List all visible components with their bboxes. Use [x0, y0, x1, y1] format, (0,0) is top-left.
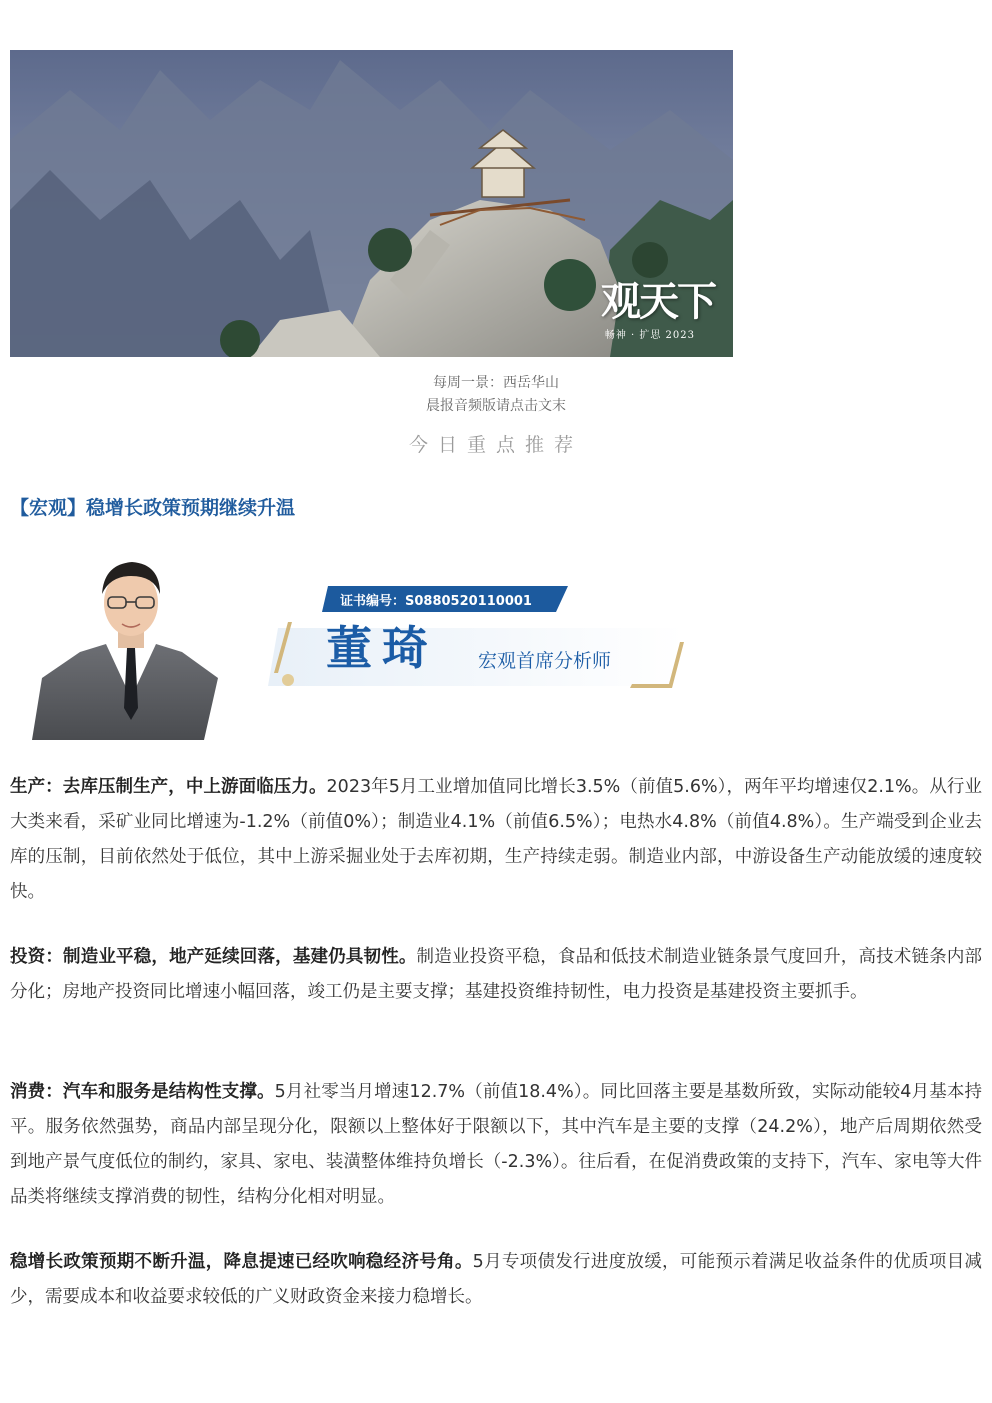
paragraph-policy: [10, 1245, 982, 1315]
paragraph-body: 5月专项债发行进度放缓，可能预示着满足收益条件的优质项目减少，需要成本和收益要求较低的广义财政资金来接力稳增长。: [10, 1252, 982, 1307]
paragraph-lead: 稳增长政策预期不断升温，降息提速已经吹响稳经济号角。: [10, 1252, 473, 1272]
analyst-name: 董琦: [326, 621, 438, 675]
certificate-number: 证书编号：S0880520110001: [340, 594, 532, 609]
image-caption: 每周一景：西岳华山: [433, 375, 559, 391]
paragraph-body: 制造业投资平稳，食品和低技术制造业链条景气度回升，高技术链条内部分化；房地产投资同比增速小幅回落，竣工仍是主要支撑；基建投资维持韧性，电力投资是基建投资主要抓手。: [10, 947, 982, 1002]
brand-logo-text: 观天下: [601, 278, 715, 325]
paragraph-production: [10, 770, 982, 910]
paragraph-lead: 生产：去库压制生产，中上游面临压力。: [10, 777, 327, 797]
hero-image: [10, 50, 733, 357]
paragraph-lead: 投资：制造业平稳，地产延续回落，基建仍具韧性。: [10, 947, 417, 967]
audio-hint: 晨报音频版请点击文末: [426, 398, 566, 414]
paragraph-body: 5月社零当月增速12.7%（前值18.4%）。同比回落主要是基数所致，实际动能较4月基本持平。服务依然强势，商品内部呈现分化，限额以上整体好于限额以下，其中汽车是主要的支撑（24.2%），地产后周期依然受到地产景气度低位的制约，家具、家电、装潢整体维持负增长（-2.3%）。往后看，在促消费政策的支持下，汽车、家电等大件品类将继续支撑消费的韧性，结构分化相对明显。: [10, 1082, 983, 1207]
section-title: 【宏观】稳增长政策预期继续升温: [10, 497, 296, 519]
analyst-title: 宏观首席分析师: [478, 650, 612, 672]
recommend-heading: 今日重点推荐: [408, 434, 583, 456]
brand-logo-subtitle: 畅神 · 扩思 2023: [604, 330, 695, 341]
paragraph-consumption: [10, 1075, 982, 1215]
paragraph-investment: [10, 940, 982, 1010]
paragraph-lead: 消费：汽车和服务是结构性支撑。: [10, 1082, 275, 1102]
paragraph-body: 2023年5月工业增加值同比增长3.5%（前值5.6%），两年平均增速仅2.1%。从行业大类来看，采矿业同比增速为-1.2%（前值0%）；制造业4.1%（前值6.5%）；电热水4.8%（前值4.8%）。生产端受到企业去库的压制，目前依然处于低位，其中上游采掘业处于去库初期，生产持续走弱。制造业内部，中游设备生产动能放缓的速度较快。: [10, 777, 983, 902]
analyst-portrait: [32, 562, 218, 740]
